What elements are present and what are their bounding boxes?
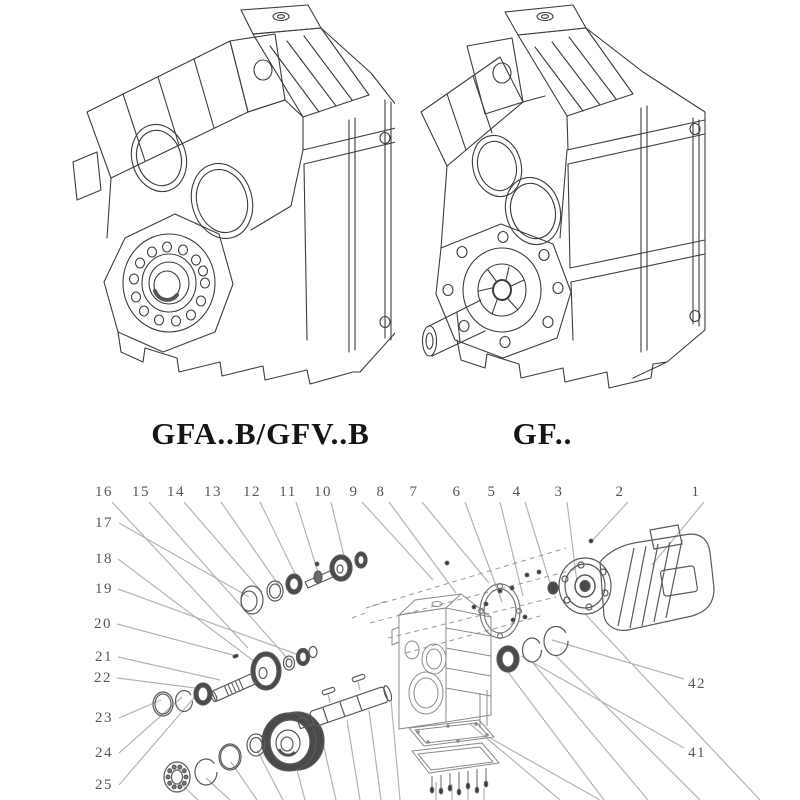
callout-6: 6 [452, 484, 462, 500]
callout-8: 8 [376, 484, 386, 500]
motor-body [600, 525, 714, 630]
callout-9: 9 [349, 484, 359, 500]
callout-11: 11 [279, 484, 297, 500]
callout-14: 14 [167, 484, 185, 500]
callout-19: 19 [95, 581, 113, 597]
snap-ring-large [195, 759, 217, 785]
model-label-hollow-shaft: GFA..B/GFV..B [151, 416, 370, 451]
callout-20: 20 [94, 616, 112, 632]
washer [284, 656, 295, 670]
callout-13: 13 [204, 484, 222, 500]
dashed-alignment-axes [352, 548, 580, 653]
gearbox-left-art [73, 5, 395, 384]
callout-4: 4 [512, 484, 522, 500]
flange-bolt-holes [443, 232, 563, 348]
callout-numbers-right [688, 676, 706, 761]
gearbox-drawing-solid-shaft [405, 0, 715, 405]
leader-lines [112, 502, 760, 800]
screw-tiny [315, 562, 319, 566]
callout-5: 5 [487, 484, 497, 500]
snap-ring-input-1 [523, 638, 542, 662]
input-bore-1 [465, 130, 528, 203]
callout-12: 12 [243, 484, 261, 500]
callout-42: 42 [688, 676, 706, 692]
callout-2: 2 [615, 484, 625, 500]
output-shaft-cylinder [296, 685, 393, 732]
callout-22: 22 [94, 670, 112, 686]
pinion-shaft [209, 674, 256, 703]
callout-18: 18 [95, 551, 113, 567]
callout-7: 7 [409, 484, 419, 500]
tab-hole [254, 60, 272, 80]
shaft-keys [322, 674, 366, 703]
model-label-solid-shaft: GF.. [512, 416, 573, 451]
callout-24: 24 [95, 745, 113, 761]
callout-numbers-top [95, 484, 701, 500]
coupling-small [548, 582, 558, 594]
callout-21: 21 [95, 649, 113, 665]
ball-bearing-large [164, 762, 190, 792]
bearing-cage-spokes [479, 267, 524, 314]
callout-41: 41 [688, 745, 706, 761]
callout-10: 10 [314, 484, 332, 500]
callout-17: 17 [95, 515, 113, 531]
input-side-parts [445, 525, 714, 672]
intermediate-shaft-parts [241, 552, 367, 614]
seal-ring-large [153, 692, 173, 716]
gearbox-right-art [421, 5, 705, 388]
middle-shaft-parts [153, 647, 317, 717]
exploded-parts-diagram [0, 460, 800, 800]
callout-15: 15 [132, 484, 150, 500]
callout-3: 3 [554, 484, 564, 500]
callout-1: 1 [691, 484, 701, 500]
screw-tiny [233, 654, 239, 658]
callout-25: 25 [95, 777, 113, 793]
gearbox-drawing-hollow-shaft [55, 0, 395, 405]
callout-numbers-left [94, 515, 113, 793]
callout-23: 23 [95, 710, 113, 726]
input-bore-2 [183, 156, 262, 246]
callout-16: 16 [95, 484, 113, 500]
gear-housing [392, 594, 491, 729]
ring-small [309, 647, 317, 658]
retaining-ring [219, 744, 241, 770]
input-bore-2 [498, 171, 569, 251]
